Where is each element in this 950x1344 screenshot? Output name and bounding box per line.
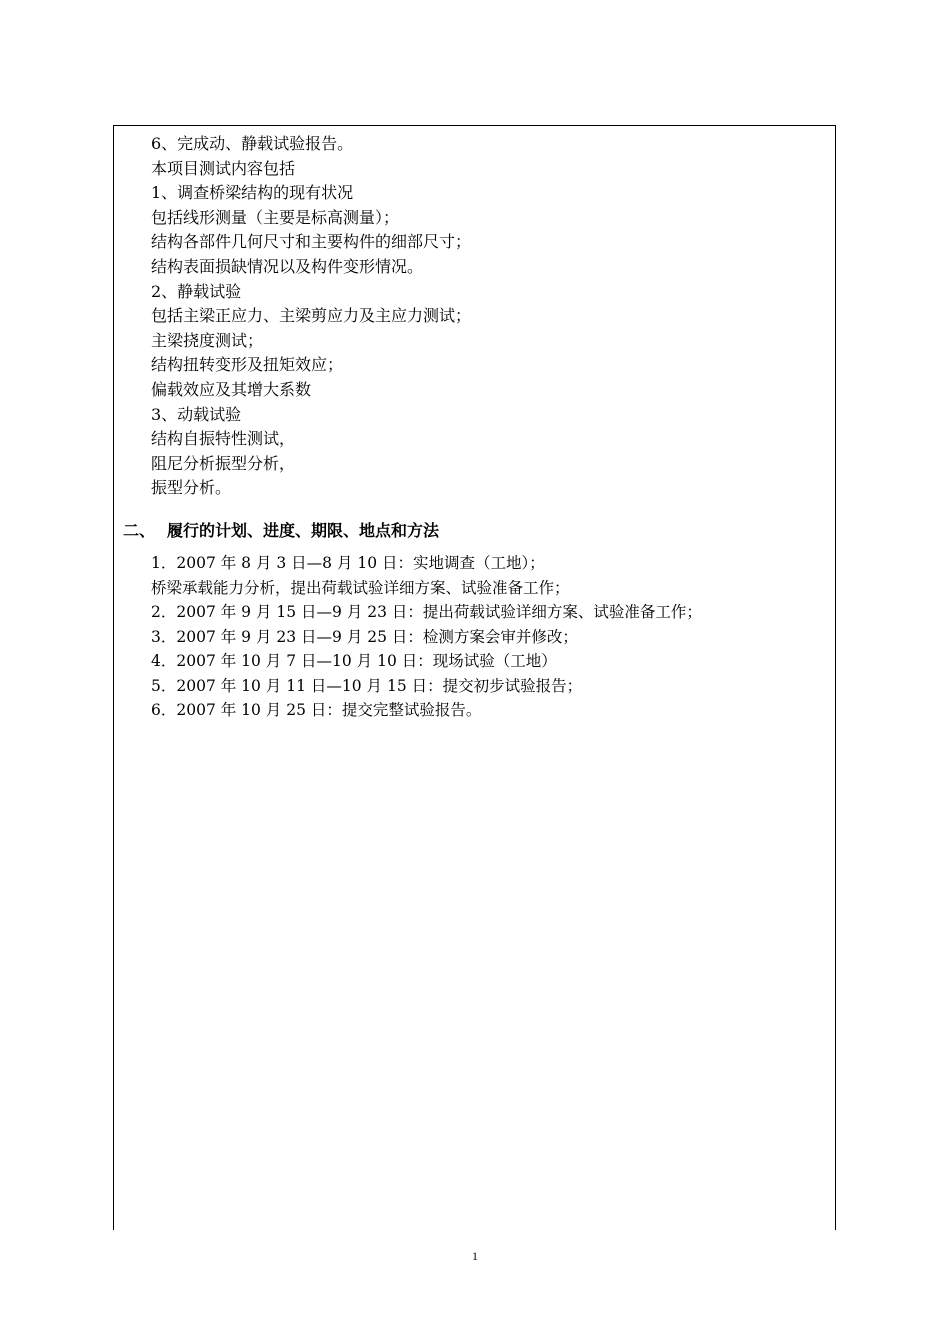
text-line: 2、静载试验 bbox=[151, 281, 242, 301]
text-line: 阻尼分析振型分析， bbox=[151, 453, 296, 473]
schedule-line: 1．2007 年 8 月 3 日—8 月 10 日：实地调查（工地）； bbox=[151, 553, 545, 572]
text-line: 结构自振特性测试， bbox=[151, 429, 296, 449]
text-line: 结构扭转变形及扭矩效应； bbox=[151, 355, 344, 375]
text-line: 主梁挠度测试； bbox=[151, 330, 264, 350]
text-line: 本项目测试内容包括 bbox=[151, 158, 296, 178]
schedule-line: 5．2007 年 10 月 11 日—10 月 15 日：提交初步试验报告； bbox=[151, 676, 583, 695]
text-line: 包括线形测量（主要是标高测量）； bbox=[151, 207, 400, 227]
section-spacer bbox=[114, 501, 835, 519]
section-test-contents bbox=[114, 132, 835, 501]
text-line: 偏载效应及其增大系数 bbox=[151, 379, 312, 399]
section-heading bbox=[114, 519, 835, 543]
text-line: 振型分析。 bbox=[151, 478, 232, 498]
text-line: 6、完成动、静载试验报告。 bbox=[151, 134, 354, 153]
text-line: 结构表面损缺情况以及构件变形情况。 bbox=[151, 256, 424, 276]
document-content bbox=[114, 132, 835, 723]
text-line: 包括主梁正应力、主梁剪应力及主应力测试； bbox=[151, 306, 472, 326]
schedule-line: 6．2007 年 10 月 25 日：提交完整试验报告。 bbox=[151, 701, 482, 720]
schedule-line: 3．2007 年 9 月 23 日—9 月 25 日：检测方案会审并修改； bbox=[151, 627, 578, 646]
section-number: 二、 bbox=[123, 520, 156, 540]
text-line: 1、调查桥梁结构的现有状况 bbox=[151, 183, 354, 203]
page-number: 1 bbox=[472, 1249, 478, 1263]
section-title: 履行的计划、进度、期限、地点和方法 bbox=[167, 520, 440, 540]
schedule-line: 4．2007 年 10 月 7 日—10 月 10 日：现场试验（工地） bbox=[151, 652, 557, 671]
schedule-line: 桥梁承载能力分析，提出荷载试验详细方案、试验准备工作； bbox=[151, 578, 570, 597]
text-line: 结构各部件几何尺寸和主要构件的细部尺寸； bbox=[151, 232, 472, 252]
document-table-frame bbox=[113, 125, 836, 1230]
section-schedule bbox=[114, 551, 835, 723]
text-line: 3、动载试验 bbox=[151, 404, 242, 424]
schedule-line: 2．2007 年 9 月 15 日—9 月 23 日：提出荷载试验详细方案、试验准备工作； bbox=[151, 603, 702, 622]
